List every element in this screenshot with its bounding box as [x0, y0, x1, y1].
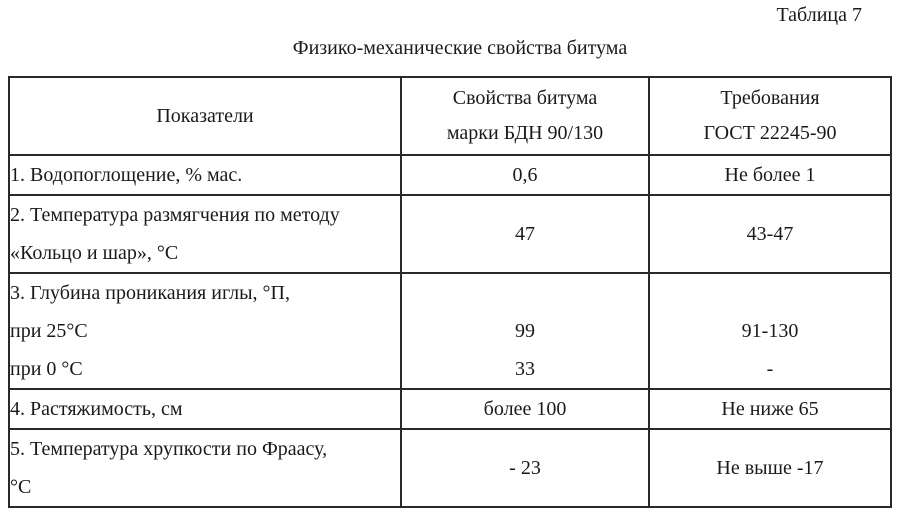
row-requirement-line: [650, 274, 890, 312]
properties-table: [8, 76, 892, 508]
row-requirement: [649, 273, 891, 389]
row-label-line: 3. Глубина проникания иглы, °П,: [10, 282, 290, 304]
row-requirement: Не ниже 65: [649, 389, 891, 429]
table-row: [9, 195, 891, 273]
row-label: [9, 273, 401, 389]
header-indicator: Показатели: [9, 77, 401, 155]
row-requirement: Не выше -17: [649, 429, 891, 507]
row-value: - 23: [401, 429, 649, 507]
table-number: Таблица 7: [776, 4, 862, 26]
header-requirements-line1: Требования: [720, 87, 820, 109]
table-header-row: [9, 77, 891, 155]
header-bitumen-line2: марки БДН 90/130: [446, 122, 604, 144]
row-label: [9, 195, 401, 273]
row-label-line: 5. Температура хрупкости по Фраасу,: [10, 438, 328, 460]
header-bitumen-properties: [401, 77, 649, 155]
header-requirements-line2: ГОСТ 22245-90: [703, 122, 837, 144]
row-label-line: 1. Водопоглощение, % мас.: [10, 164, 243, 186]
row-value: более 100: [401, 389, 649, 429]
row-label-line: 2. Температура размягчения по методу: [10, 204, 340, 226]
row-label-line: 4. Растяжимость, см: [10, 398, 183, 420]
row-label-line: при 0 °С: [10, 358, 83, 380]
header-requirements: [649, 77, 891, 155]
table-row: [9, 155, 891, 195]
row-label: [9, 155, 401, 195]
row-value: 47: [401, 195, 649, 273]
row-label-line: °С: [10, 476, 32, 498]
row-value: [401, 273, 649, 389]
table-row: [9, 273, 891, 389]
row-value-line: 33: [515, 358, 535, 380]
header-bitumen-line1: Свойства битума: [452, 87, 598, 109]
row-label: [9, 389, 401, 429]
row-requirement-line: 91-130: [741, 320, 799, 342]
row-value: 0,6: [401, 155, 649, 195]
row-value-line: 99: [515, 320, 535, 342]
row-label-line: при 25°С: [10, 320, 88, 342]
row-requirement: Не более 1: [649, 155, 891, 195]
row-label: [9, 429, 401, 507]
table-row: [9, 429, 891, 507]
row-value-line: [402, 274, 648, 312]
row-requirement: 43-47: [649, 195, 891, 273]
row-label-line: «Кольцо и шар», °С: [10, 242, 179, 264]
table-row: [9, 389, 891, 429]
table-caption: Физико-механические свойства битума: [292, 37, 628, 59]
row-requirement-line: -: [766, 358, 774, 380]
